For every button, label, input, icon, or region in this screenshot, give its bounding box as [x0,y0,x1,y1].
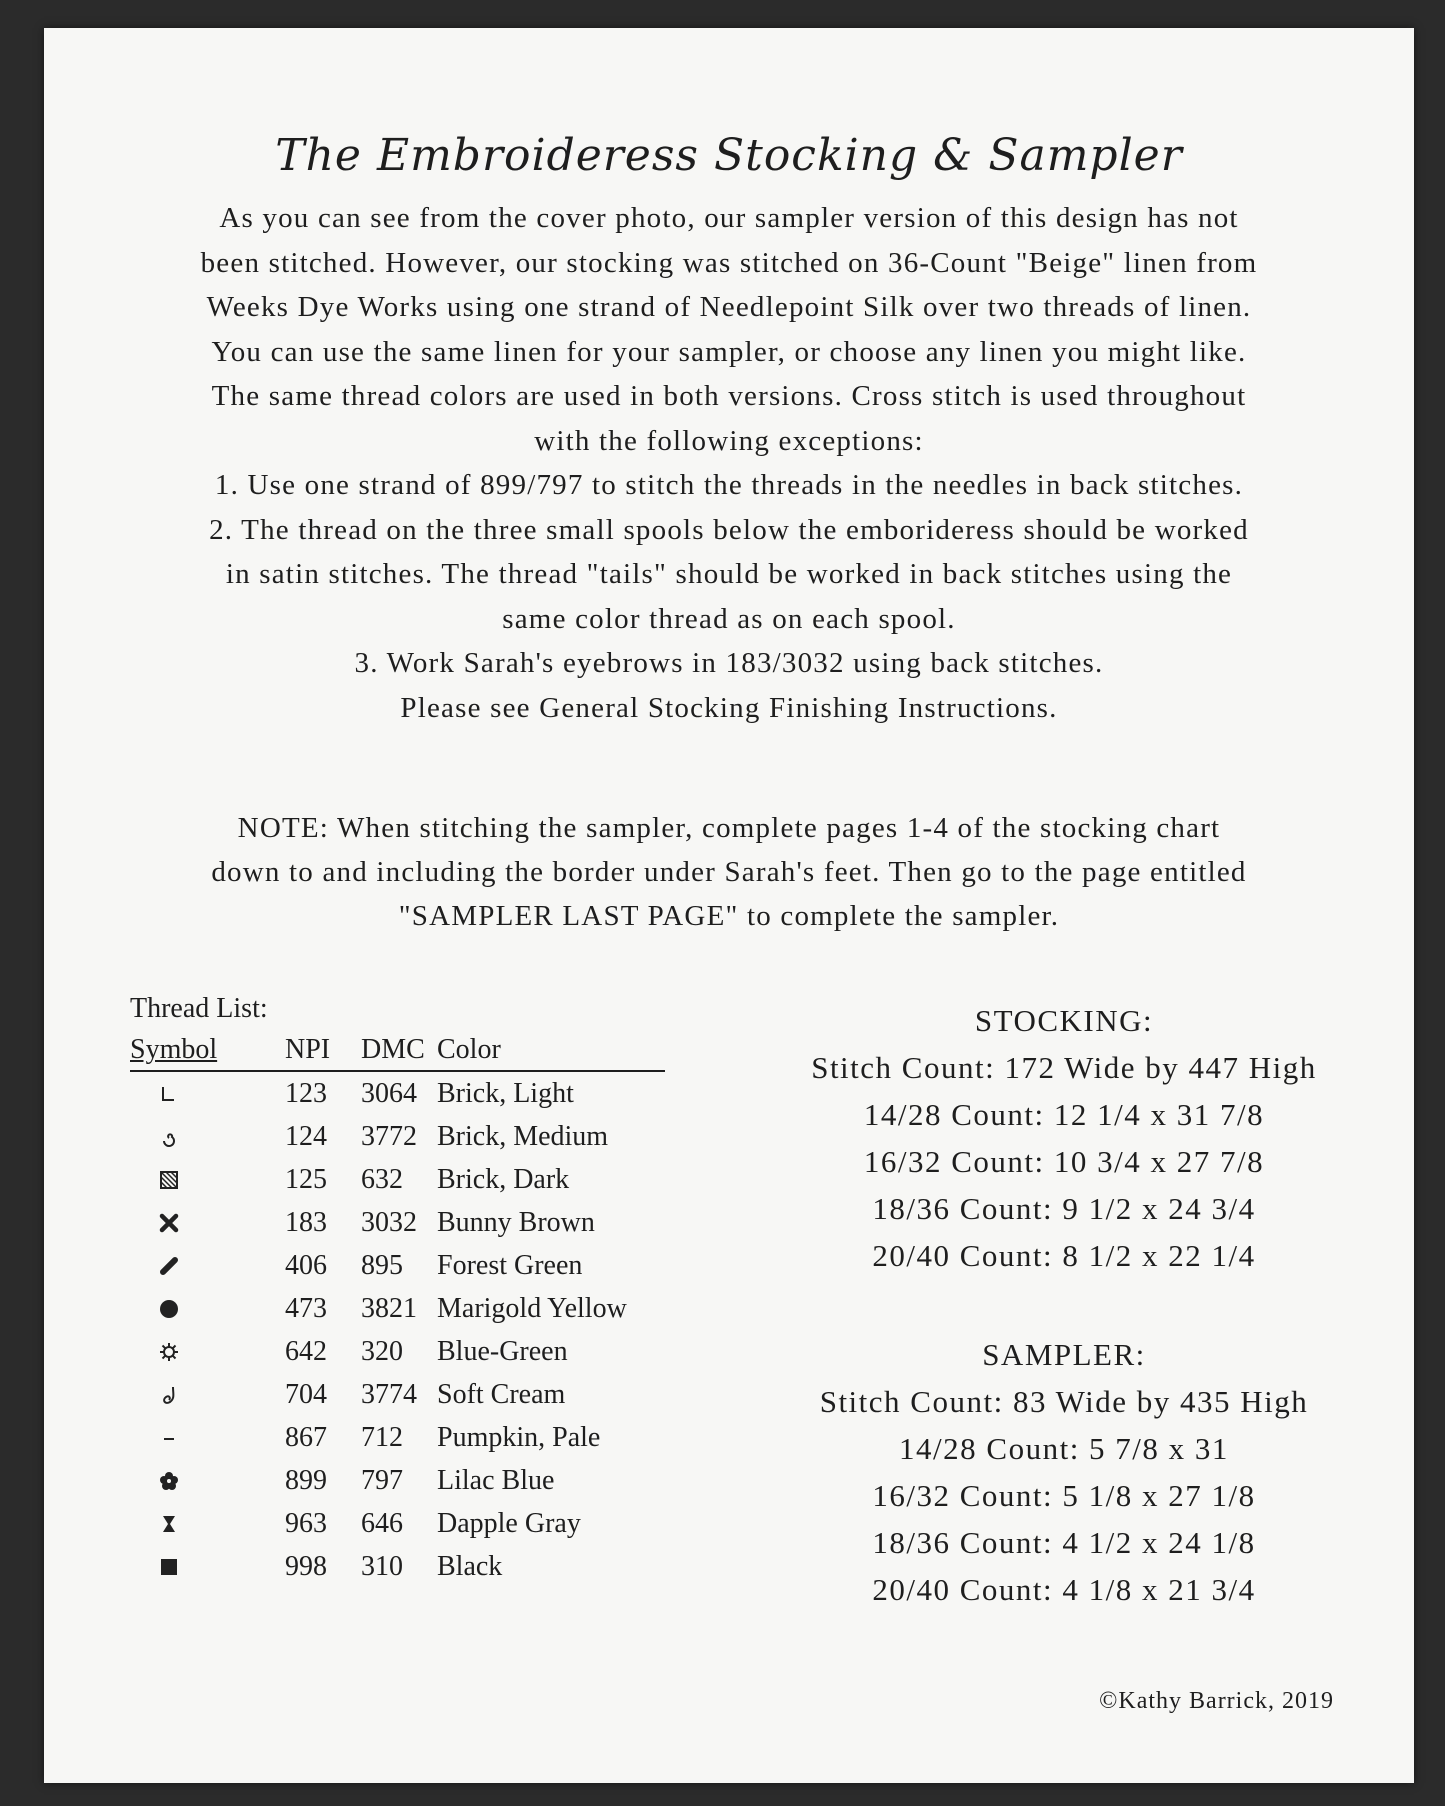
dmc-value: 3772 [361,1121,417,1152]
thread-row [130,1158,665,1201]
header-symbol: Symbol [130,1034,218,1065]
color-name: Blue-Green [437,1336,568,1367]
thread-row [130,1373,665,1416]
curl-symbol-icon [130,1373,285,1416]
copyright-notice: ©Kathy Barrick, 2019 [1099,1688,1334,1714]
note-line: NOTE: When stitching the sampler, complete pages 1-4 of the stocking chart [237,812,1221,844]
sampler-heading: SAMPLER: [982,1337,1146,1372]
npi-value: 867 [285,1422,327,1453]
stocking-counts [734,998,1394,1279]
dmc-value: 3064 [361,1078,417,1109]
sampler-count-line: 18/36 Count: 4 1/2 x 24 1/8 [872,1525,1256,1560]
color-name: Lilac Blue [437,1465,555,1496]
color-name: Bunny Brown [437,1207,595,1238]
header-npi: NPI [285,1034,331,1065]
color-name: Brick, Medium [437,1121,609,1152]
thread-row [130,1244,665,1287]
sampler-count-line: 20/40 Count: 4 1/8 x 21 3/4 [872,1572,1256,1607]
intro-line: been stitched. However, our stocking was stitched on 36-Count "Beige" linen from [200,246,1258,279]
thread-row [130,1287,665,1330]
color-name: Soft Cream [437,1379,566,1410]
page-title: The Embroideress Stocking & Sampler [275,130,1183,181]
npi-value: 183 [285,1207,327,1238]
color-name: Forest Green [437,1250,583,1281]
intro-line: As you can see from the cover photo, our sampler version of this design has not [219,202,1239,234]
x-cross-symbol-icon [130,1201,285,1244]
swirl-symbol-icon [130,1115,285,1158]
npi-value: 899 [285,1465,327,1496]
npi-value: 998 [285,1551,327,1582]
dash-symbol-icon [130,1416,285,1459]
intro-line: same color thread as on each spool. [502,602,956,635]
header-dmc: DMC [361,1034,425,1065]
thread-list [130,988,665,1588]
sampler-count-line: 16/32 Count: 5 1/8 x 27 1/8 [872,1478,1256,1513]
dmc-value: 797 [361,1465,403,1496]
dmc-value: 3032 [361,1207,417,1238]
diagonal-pill-symbol-icon [130,1244,285,1287]
thread-list-title: Thread List: [130,993,268,1024]
thread-row [130,1201,665,1244]
intro-line: 3. Work Sarah's eyebrows in 183/3032 using back stitches. [354,647,1104,679]
dmc-value: 712 [361,1422,403,1453]
color-name: Marigold Yellow [437,1293,627,1324]
filled-square-symbol-icon [130,1545,285,1588]
npi-value: 473 [285,1293,327,1324]
dmc-value: 310 [361,1551,403,1582]
stocking-count-line: 14/28 Count: 12 1/4 x 31 7/8 [863,1097,1265,1132]
header-color: Color [437,1034,501,1065]
thread-row [130,1330,665,1373]
filled-circle-symbol-icon [130,1287,285,1330]
intro-line: in satin stitches. The thread "tails" should be worked in back stitches using the [225,558,1233,590]
intro-line: Weeks Dye Works using one strand of Needlepoint Silk over two threads of linen. [206,291,1252,323]
dmc-value: 3821 [361,1293,417,1324]
intro-line: The same thread colors are used in both versions. Cross stitch is used throughout [211,380,1247,412]
thread-row [130,1115,665,1158]
color-name: Brick, Dark [437,1164,570,1195]
hatched-square-symbol-icon [130,1158,285,1201]
intro-line: 2. The thread on the three small spools below the emborideress should be worked [209,513,1249,546]
npi-value: 406 [285,1250,327,1281]
npi-value: 124 [285,1121,327,1152]
npi-value: 963 [285,1508,327,1539]
sampler-count-line: Stitch Count: 83 Wide by 435 High [819,1384,1309,1419]
l-shape-symbol-icon [130,1072,285,1115]
thread-row [130,1459,665,1502]
intro-text [124,196,1334,730]
note-line: "SAMPLER LAST PAGE" to complete the sampler. [398,900,1060,932]
thread-row [130,1072,665,1115]
intro-line: Please see General Stocking Finishing Instructions. [400,691,1058,724]
npi-value: 642 [285,1336,327,1367]
stocking-count-line: Stitch Count: 172 Wide by 447 High [811,1050,1317,1085]
stocking-count-line: 20/40 Count: 8 1/2 x 22 1/4 [872,1238,1256,1273]
dmc-value: 3774 [361,1379,417,1410]
instruction-sheet [44,28,1414,1783]
intro-line: with the following exceptions: [534,424,924,457]
flower-symbol-icon [130,1459,285,1502]
thread-list-header [130,1030,665,1072]
intro-line: 1. Use one strand of 899/797 to stitch the threads in the needles in back stitches. [214,469,1244,501]
thread-row [130,1545,665,1588]
dmc-value: 895 [361,1250,403,1281]
stocking-count-line: 16/32 Count: 10 3/4 x 27 7/8 [863,1144,1265,1179]
thread-row [130,1416,665,1459]
npi-value: 704 [285,1379,327,1410]
stocking-count-line: 18/36 Count: 9 1/2 x 24 3/4 [872,1191,1256,1226]
note-line: down to and including the border under Sarah's feet. Then go to the page entitled [211,856,1247,888]
stocking-heading: STOCKING: [974,1003,1154,1038]
thread-row [130,1502,665,1545]
dmc-value: 646 [361,1508,403,1539]
sun-outline-symbol-icon [130,1330,285,1373]
note-text [124,806,1334,938]
npi-value: 123 [285,1078,327,1109]
color-name: Dapple Gray [437,1508,581,1539]
intro-line: You can use the same linen for your sampler, or choose any linen you might like. [211,335,1247,368]
sampler-count-line: 14/28 Count: 5 7/8 x 31 [899,1431,1229,1466]
dmc-value: 320 [361,1336,403,1367]
dmc-value: 632 [361,1164,403,1195]
npi-value: 125 [285,1164,327,1195]
sampler-counts [734,1332,1394,1613]
color-name: Brick, Light [437,1078,574,1109]
color-name: Pumpkin, Pale [437,1422,601,1453]
hourglass-symbol-icon [130,1502,285,1545]
color-name: Black [437,1551,503,1582]
